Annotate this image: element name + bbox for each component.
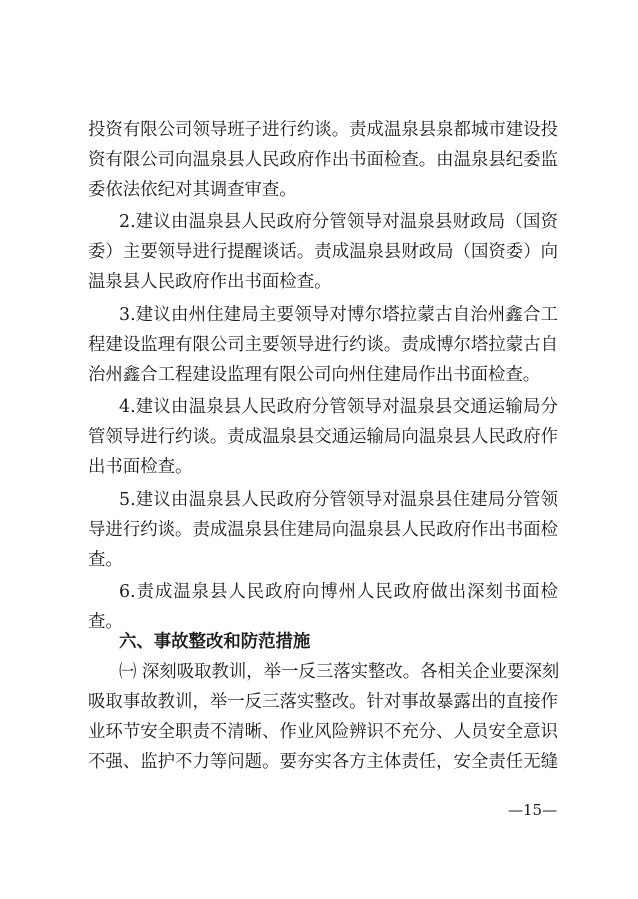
body-line: 6.责成温泉县人民政府向博州人民政府做出深刻书面检	[119, 582, 558, 602]
page-number: —15—	[508, 801, 558, 819]
body-line: 5.建议由温泉县人民政府分管领导对温泉县住建局分管领	[119, 490, 558, 510]
body-line: 温泉县人民政府作出书面检查。	[88, 272, 332, 292]
body-line: 2.建议由温泉县人民政府分管领导对温泉县财政局（国资	[119, 212, 558, 232]
body-line: 委依法依纪对其调查审查。	[88, 180, 297, 200]
body-line: 3.建议由州住建局主要领导对博尔塔拉蒙古自治州鑫合工	[119, 305, 558, 325]
section-heading: 六、事故整改和防范措施	[119, 632, 311, 652]
body-line: 不强、监护不力等问题。要夯实各方主体责任，安全责任无缝	[88, 752, 558, 772]
body-line: 查。	[88, 550, 123, 570]
body-line: 业环节安全职责不清晰、作业风险辨识不充分、人员安全意识	[88, 722, 558, 742]
body-line: 管领导进行约谈。责成温泉县交通运输局向温泉县人民政府作	[88, 427, 558, 447]
body-line: 导进行约谈。责成温泉县住建局向温泉县人民政府作出书面检	[88, 520, 558, 540]
body-line: 吸取事故教训，举一反三落实整改。针对事故暴露出的直接作	[88, 692, 558, 712]
body-line: ㈠ 深刻吸取教训，举一反三落实整改。各相关企业要深刻	[119, 662, 560, 682]
body-line: 程建设监理有限公司主要领导进行约谈。责成博尔塔拉蒙古自	[88, 335, 558, 355]
body-line: 4.建议由温泉县人民政府分管领导对温泉县交通运输局分	[119, 397, 558, 417]
body-line: 资有限公司向温泉县人民政府作出书面检查。由温泉县纪委监	[88, 150, 558, 170]
body-line: 委）主要领导进行提醒谈话。责成温泉县财政局（国资委）向	[88, 242, 558, 262]
body-line: 查。	[88, 612, 123, 632]
body-line: 投资有限公司领导班子进行约谈。责成温泉县泉都城市建设投	[88, 120, 558, 140]
body-line: 治州鑫合工程建设监理有限公司向州住建局作出书面检查。	[88, 365, 541, 385]
body-line: 出书面检查。	[88, 457, 193, 477]
